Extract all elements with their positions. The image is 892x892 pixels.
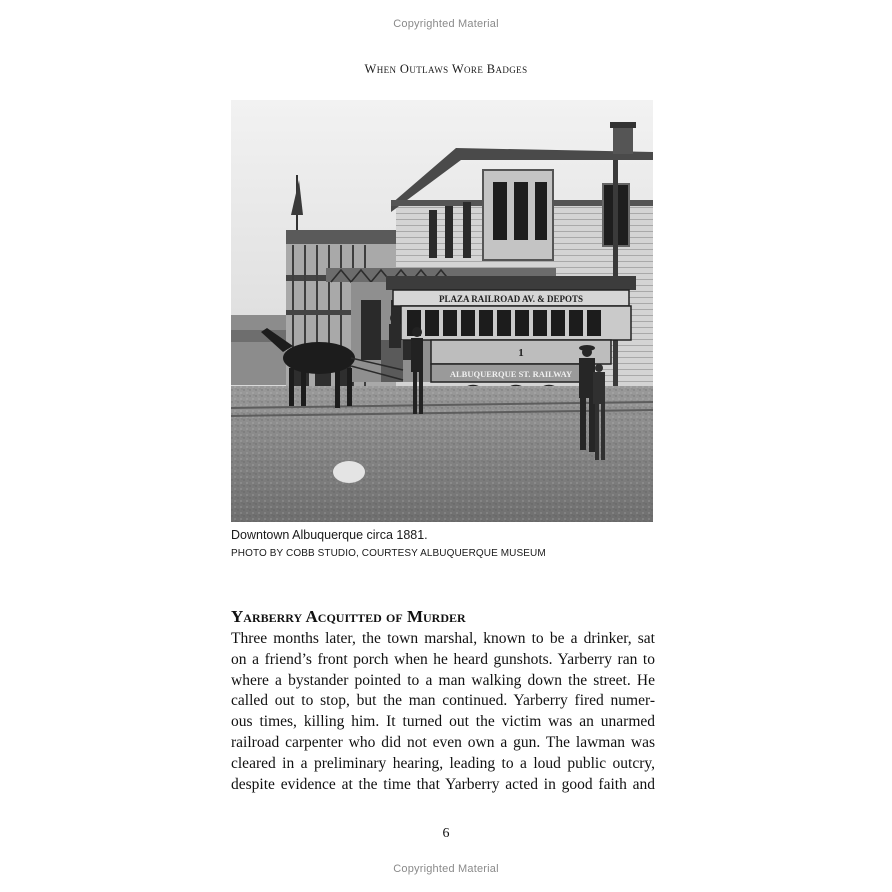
photo-caption: Downtown Albuquerque circa 1881.: [231, 528, 428, 542]
text-line: called out to stop, but the man continued. Yarberry fired numer-: [231, 692, 655, 710]
section-heading: Yarberry Acquitted of Murder: [231, 607, 466, 626]
text-line: ous times, killing him. It turned out the victim was an unarmed: [231, 713, 655, 731]
running-head: When Outlaws Wore Badges: [364, 62, 528, 76]
streetcar-destination-sign: PLAZA RAILROAD AV. & DEPOTS: [439, 294, 583, 304]
text-line: on a friend’s front porch when he heard gunshots. Yarberry ran to: [231, 650, 655, 668]
text-line: despite evidence at the time that Yarberry acted in good faith and: [231, 775, 655, 793]
photo-credit: PHOTO BY COBB STUDIO, COURTESY ALBUQUERQUE MUSEUM: [231, 548, 546, 559]
streetcar-number: 1: [518, 347, 524, 359]
text-line: where a bystander pointed to a man walking down the street. He: [231, 671, 655, 689]
body-paragraph: [231, 629, 655, 795]
copyright-watermark-top: Copyrighted Material: [393, 18, 499, 30]
text-line: Three months later, the town marshal, known to be a drinker, sat: [231, 630, 655, 647]
page-number: 6: [442, 826, 450, 841]
historical-photo: [231, 100, 653, 522]
text-line: railroad carpenter who did not even own a gun. The lawman was: [231, 733, 655, 751]
streetcar-company-sign: ALBUQUERQUE ST. RAILWAY: [449, 369, 573, 379]
copyright-watermark-bottom: Copyrighted Material: [393, 863, 499, 875]
text-line: cleared in a preliminary hearing, leading to a loud public outcry,: [231, 754, 655, 772]
